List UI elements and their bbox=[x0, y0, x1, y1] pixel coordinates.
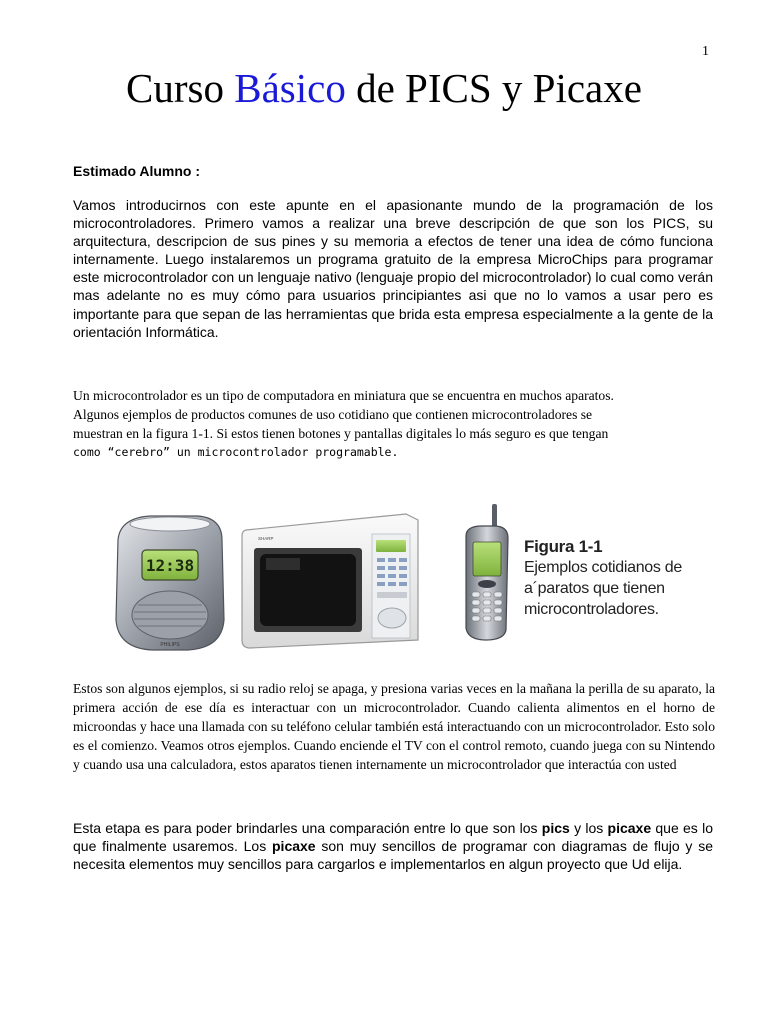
title-suffix: de PICS y Picaxe bbox=[345, 65, 642, 111]
title-accent-word: Básico bbox=[234, 65, 346, 111]
clock-radio-illustration bbox=[116, 516, 224, 650]
figure-caption bbox=[524, 536, 682, 620]
mobile-phone-illustration bbox=[466, 504, 508, 640]
figure-caption-line: microcontroladores. bbox=[524, 601, 659, 618]
greeting: Estimado Alumno : bbox=[73, 163, 201, 179]
para4-text: y los bbox=[569, 820, 608, 836]
para4-bold-term: pics bbox=[541, 820, 570, 836]
intro-paragraph: Vamos introducirnos con este apunte en el apasionante mundo de la programación de los microcontroladores. Primero vamos a realizar una breve descripción de que son los PICS, su arquitectura, descripcion de sus pines y su memoria a efectos de tener una idea de cómo funciona internamente. Luego instalaremos un programa gratuito de la empresa MicroChips para programar este microcontrolador con un lenguaje nativo (lenguaje propio del microcontrolador) lo cual como verán mas adelante no es muy cómo para usuarios principiantes asi que no lo vamos a usar pero es importante para que sepan de las herramientas que brida esta empresa especialmente a la gente de la orientación Informática. bbox=[73, 197, 713, 340]
title-prefix: Curso bbox=[126, 65, 235, 111]
para4-text: Esta etapa es para poder brindarles una comparación entre lo que son los bbox=[73, 820, 542, 836]
clock-brand-text: PHILIPS bbox=[160, 642, 180, 648]
para4-text: son muy sencillos de programar con diagramas de flujo y se necesita elementos muy sencillos para cargarlos e implementarlos en algun proyecto que Ud elija. bbox=[73, 838, 713, 873]
para2-line: Algunos ejemplos de productos comunes de uso cotidiano que contienen microcontroladores se bbox=[73, 407, 593, 422]
clock-display-text: 12:38 bbox=[145, 556, 195, 575]
para4-bold-term: picaxe bbox=[272, 838, 316, 855]
microcontroller-definition-paragraph bbox=[73, 386, 715, 462]
figure-caption-title: Figura 1-1 bbox=[524, 537, 603, 556]
figure-caption-line: a´paratos que tienen bbox=[524, 580, 665, 597]
examples-paragraph: Estos son algunos ejemplos, si su radio reloj se apaga, y presiona varias veces en la mañana la perilla de su aparato, la primera acción de ese día es interactuar con un microcontrolador. Cuando calienta alimentos en el horno de microondas y hace una llamada con su teléfono celular también está interactuando con un microcontrolador. Esto solo es el comienzo. Veamos otros ejemplos. Cuando enciende el TV con el control remoto, cuando juega con su Nintendo y cuando usa una calculadora, estos aparatos tienen internamente un microcontrolador que interactúa con usted bbox=[73, 681, 715, 772]
comparison-paragraph bbox=[73, 819, 713, 873]
para2-line: Un microcontrolador es un tipo de computadora en miniatura que se encuentra en muchos aparatos. bbox=[73, 388, 614, 403]
figure-caption-line: Ejemplos cotidianos de bbox=[524, 559, 682, 576]
para2-line: muestran en la figura 1-1. Si estos tienen botones y pantallas digitales lo más seguro es que tengan bbox=[73, 426, 609, 441]
para4-text: que es lo que finalmente usaremos. Los bbox=[73, 820, 713, 855]
para2-line: como “cerebro” un microcontrolador programable. bbox=[73, 445, 399, 459]
para4-bold-term: picaxe bbox=[607, 820, 652, 836]
page-number: 1 bbox=[702, 44, 709, 59]
microwave-illustration bbox=[242, 514, 418, 648]
page-title bbox=[0, 64, 768, 112]
microwave-brand-text: SHARP bbox=[258, 536, 274, 541]
